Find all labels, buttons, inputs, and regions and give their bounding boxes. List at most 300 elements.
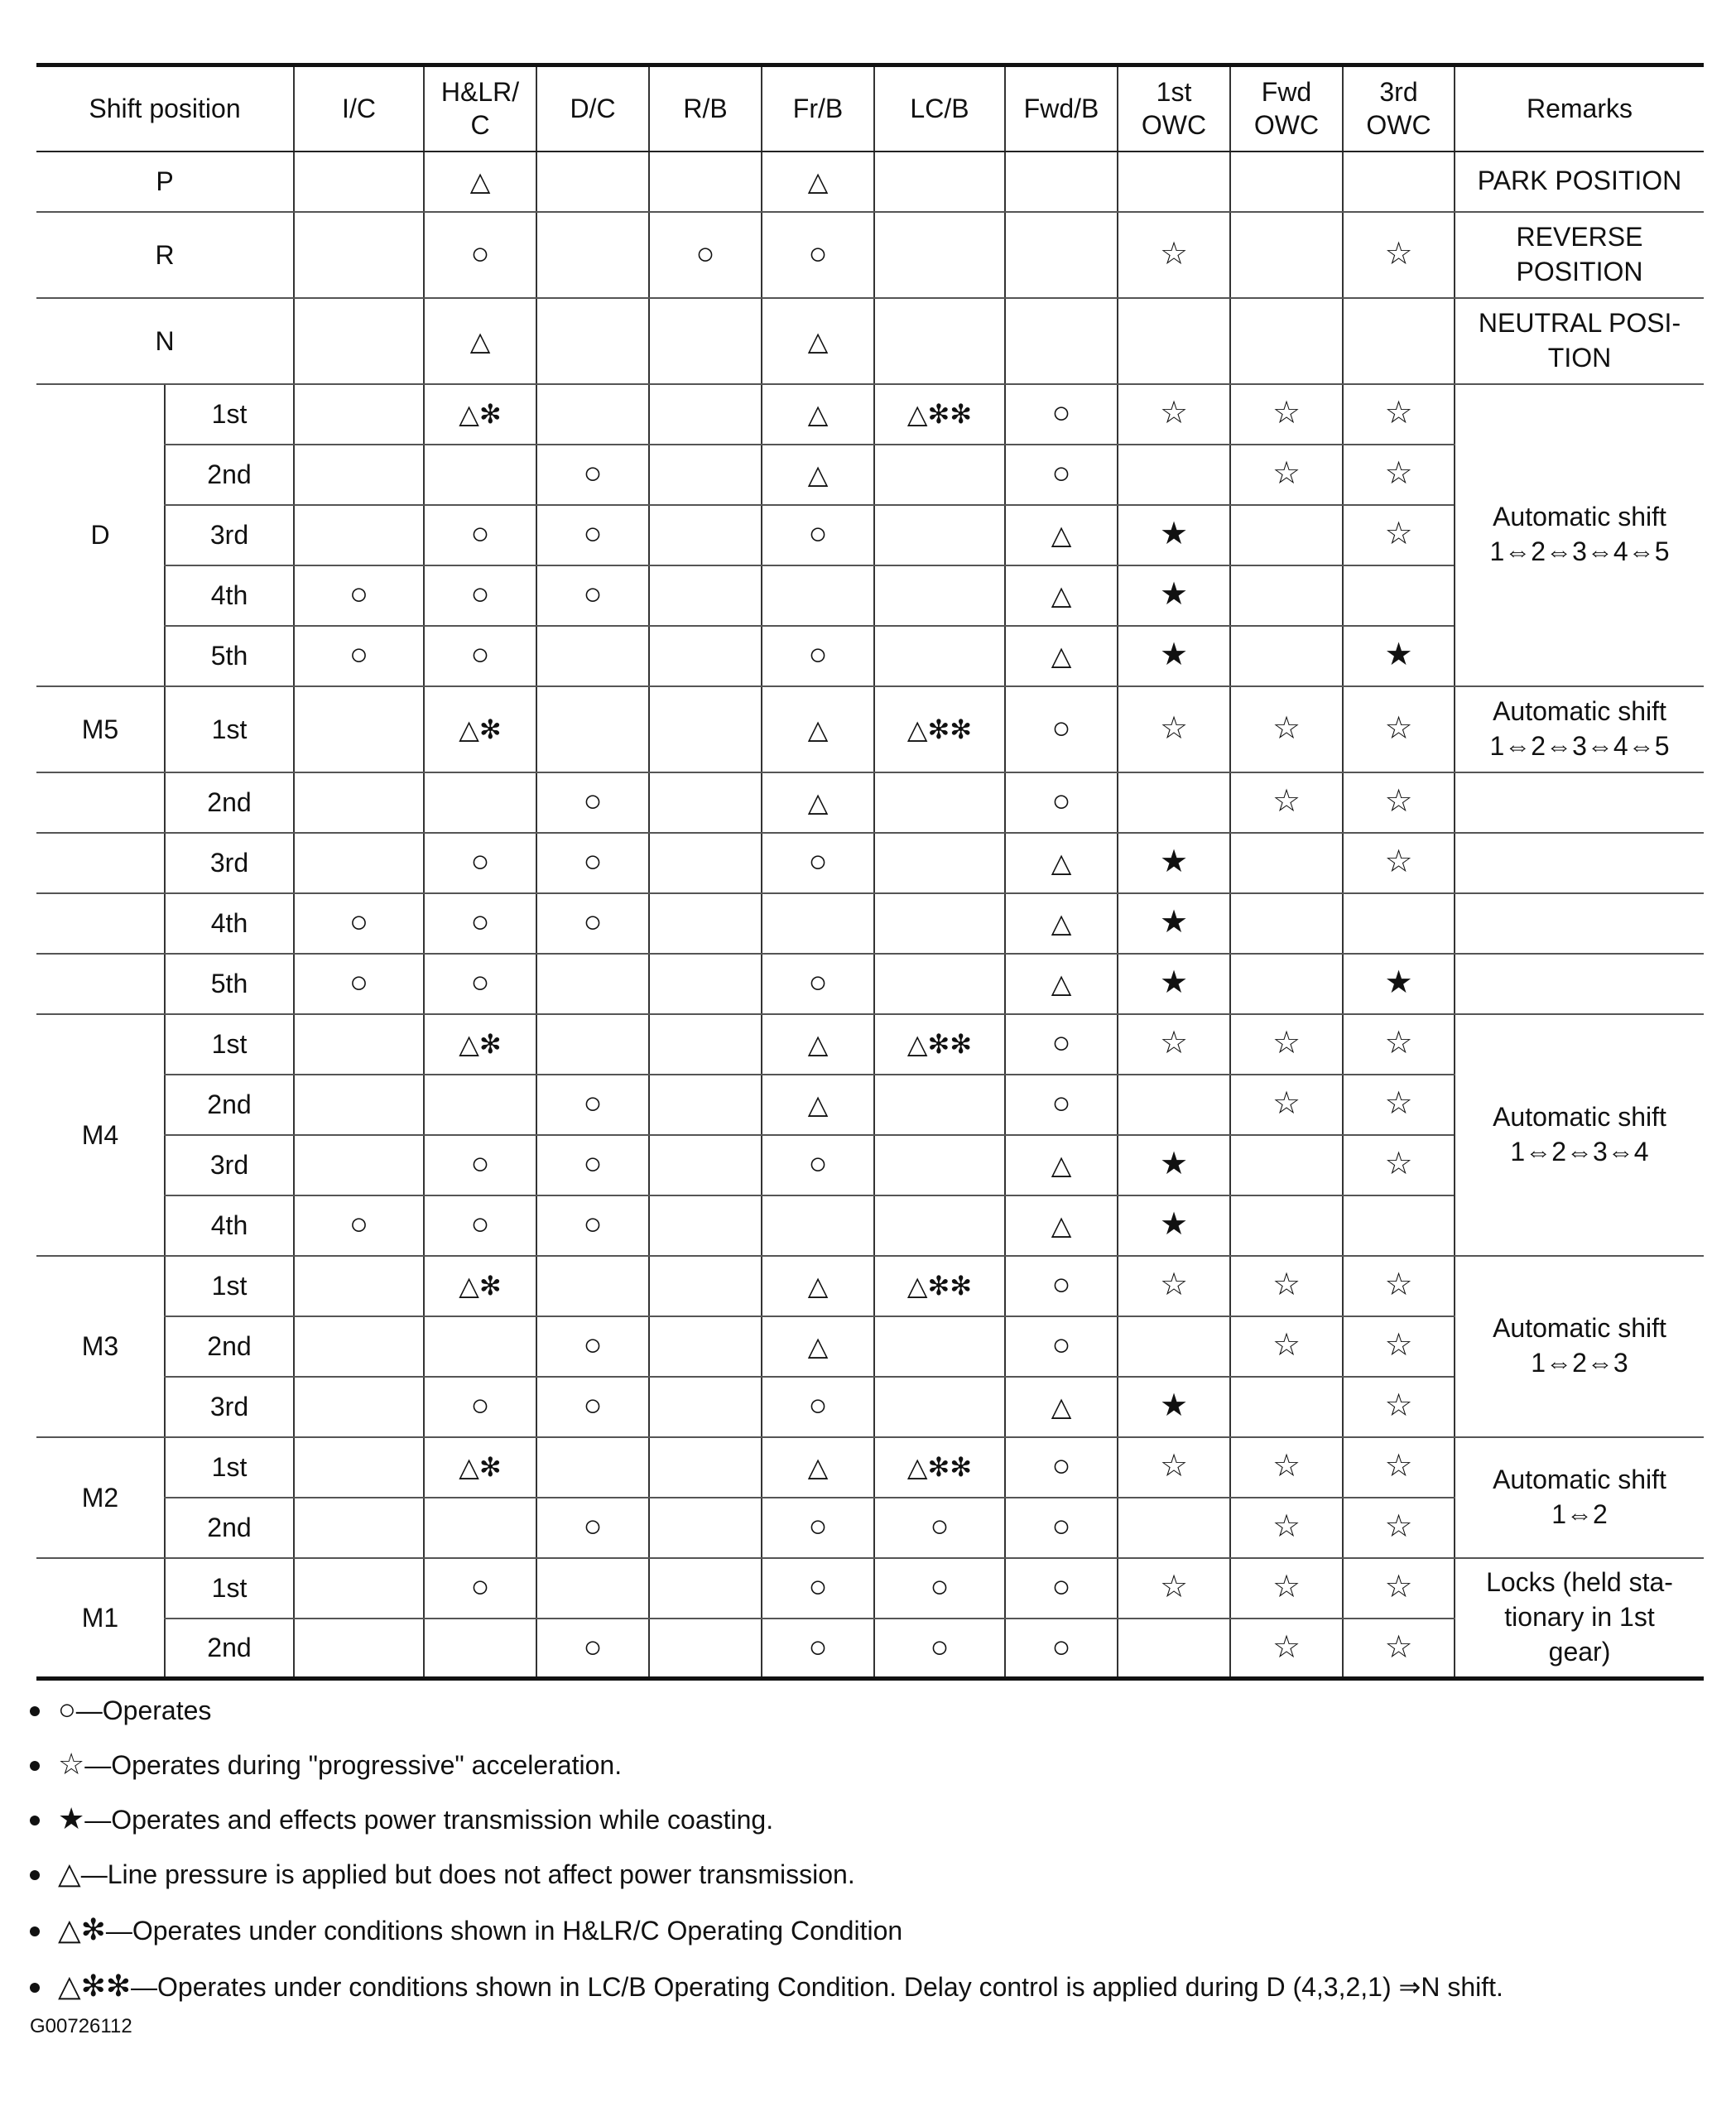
cell — [36, 954, 165, 1014]
cell-fwdb: ○ — [1005, 445, 1118, 505]
cell-dc: ○ — [536, 505, 649, 565]
remarks-m4-line2: 1⇔2⇔3⇔4 — [1510, 1136, 1649, 1166]
cell-owc1: ★ — [1118, 1195, 1230, 1256]
header-ic: I/C — [294, 65, 424, 152]
shift-position-r: R — [36, 212, 294, 298]
cell — [649, 893, 762, 954]
cell-owc3: ★ — [1343, 954, 1455, 1014]
cell — [294, 212, 424, 298]
cell-ic: ○ — [294, 626, 424, 686]
cell-owc1: ☆ — [1118, 1014, 1230, 1075]
cell — [649, 1316, 762, 1377]
cell — [1343, 1195, 1455, 1256]
cell-owc3-r: ☆ — [1343, 212, 1455, 298]
open-circle-icon: ○ — [58, 1692, 76, 1726]
remarks-r-line2: POSITION — [1516, 256, 1643, 286]
gear-label: 5th — [165, 954, 294, 1014]
cell — [874, 505, 1005, 565]
shift-group-m3: M3 — [36, 1256, 165, 1437]
remarks-m4-line1: Automatic shift — [1493, 1101, 1666, 1132]
cell-frb: △ — [762, 686, 874, 772]
cell — [1118, 1619, 1230, 1679]
cell-owc3: ☆ — [1343, 772, 1455, 833]
cell-dc: ○ — [536, 1619, 649, 1679]
header-row — [36, 65, 1704, 152]
cell — [649, 1014, 762, 1075]
cell — [424, 445, 536, 505]
gear-label: 4th — [165, 1195, 294, 1256]
cell — [1230, 298, 1343, 384]
cell-owc1: ☆ — [1118, 686, 1230, 772]
cell — [649, 152, 762, 212]
cell — [536, 626, 649, 686]
cell — [1455, 833, 1704, 893]
cell — [294, 1256, 424, 1316]
cell-fwdb: ○ — [1005, 686, 1118, 772]
cell-fwdowc: ☆ — [1230, 384, 1343, 445]
remarks-m3-line2: 1⇔2⇔3 — [1531, 1348, 1628, 1378]
remarks-p: PARK POSITION — [1455, 152, 1704, 212]
cell-fwdb: ○ — [1005, 384, 1118, 445]
gear-label: 1st — [165, 1256, 294, 1316]
cell — [874, 1316, 1005, 1377]
cell — [1230, 505, 1343, 565]
cell-fwdowc: ☆ — [1230, 1558, 1343, 1619]
cell-owc3: ☆ — [1343, 445, 1455, 505]
table-row-p — [36, 152, 1704, 212]
cell — [874, 1377, 1005, 1437]
cell — [294, 505, 424, 565]
header-fwd-owc — [1230, 65, 1343, 152]
cell-lcb: △✻✻ — [874, 1256, 1005, 1316]
cell-owc3: ☆ — [1343, 1256, 1455, 1316]
cell — [874, 893, 1005, 954]
cell-lcb: ○ — [874, 1498, 1005, 1558]
cell-hlrc-p: △ — [424, 152, 536, 212]
table-row-d-4th — [36, 565, 1704, 626]
cell-owc3: ☆ — [1343, 1014, 1455, 1075]
remarks-m1-line2: tionary in 1st — [1504, 1601, 1655, 1632]
cell — [874, 298, 1005, 384]
header-hlrc-line1: H&LR/ — [440, 77, 520, 108]
shift-group-m1: M1 — [36, 1558, 165, 1679]
cell — [649, 298, 762, 384]
cell-frb: △ — [762, 384, 874, 445]
cell-frb: ○ — [762, 1558, 874, 1619]
gear-label: 5th — [165, 626, 294, 686]
cell-frb: △ — [762, 445, 874, 505]
cell-rb-r: ○ — [649, 212, 762, 298]
legend-note-line-pressure — [30, 1856, 855, 1889]
cell-owc3: ☆ — [1343, 833, 1455, 893]
remarks-r — [1455, 212, 1704, 298]
cell — [294, 1437, 424, 1498]
header-remarks: Remarks — [1455, 65, 1704, 152]
cell — [1343, 152, 1455, 212]
cell-dc: ○ — [536, 1075, 649, 1135]
bullet-icon — [30, 1761, 40, 1771]
table-row-r — [36, 212, 1704, 298]
cell — [874, 833, 1005, 893]
cell — [649, 772, 762, 833]
header-1st-owc — [1118, 65, 1230, 152]
cell-owc1: ★ — [1118, 893, 1230, 954]
header-hlrc-line2: C — [470, 110, 490, 141]
header-3rd-owc-line1: 3rd — [1379, 77, 1418, 108]
cell-fwdb: ○ — [1005, 1316, 1118, 1377]
cell-fwdowc: ☆ — [1230, 445, 1343, 505]
cell-owc3: ☆ — [1343, 1437, 1455, 1498]
cell-hlrc: ○ — [424, 833, 536, 893]
gear-label: 1st — [165, 686, 294, 772]
cell-owc3: ☆ — [1343, 1075, 1455, 1135]
cell-lcb: ○ — [874, 1619, 1005, 1679]
remarks-d-line1: Automatic shift — [1493, 502, 1666, 532]
cell-dc: ○ — [536, 1498, 649, 1558]
legend-note-text: —Operates and effects power transmission while coasting. — [84, 1805, 774, 1835]
cell-frb: ○ — [762, 1377, 874, 1437]
cell — [1455, 954, 1704, 1014]
cell — [649, 384, 762, 445]
cell — [1118, 1316, 1230, 1377]
cell — [762, 893, 874, 954]
cell-hlrc: ○ — [424, 1195, 536, 1256]
cell-ic: ○ — [294, 565, 424, 626]
cell — [1118, 298, 1230, 384]
cell — [536, 384, 649, 445]
cell — [874, 212, 1005, 298]
cell-fwdowc: ☆ — [1230, 1256, 1343, 1316]
cell-frb: △ — [762, 1014, 874, 1075]
cell-frb-n: △ — [762, 298, 874, 384]
cell — [294, 298, 424, 384]
cell-hlrc-r: ○ — [424, 212, 536, 298]
gear-label: 4th — [165, 565, 294, 626]
cell-fwdb: ○ — [1005, 1619, 1118, 1679]
cell — [649, 1619, 762, 1679]
cell-fwdowc: ☆ — [1230, 686, 1343, 772]
cell — [1230, 565, 1343, 626]
remarks-r-line1: REVERSE — [1516, 221, 1643, 252]
cell-fwdb: △ — [1005, 954, 1118, 1014]
clutch-brake-operation-table-wrapper — [36, 63, 1704, 1681]
cell — [1230, 212, 1343, 298]
bullet-icon — [30, 1926, 40, 1936]
cell-hlrc: ○ — [424, 505, 536, 565]
figure-id: G00726112 — [30, 2015, 132, 2037]
cell-owc1: ☆ — [1118, 384, 1230, 445]
cell-hlrc: ○ — [424, 565, 536, 626]
cell-frb: △ — [762, 1316, 874, 1377]
cell — [874, 1135, 1005, 1195]
cell — [1455, 893, 1704, 954]
table-row-m5-1st — [36, 686, 1704, 772]
cell-dc: ○ — [536, 1195, 649, 1256]
gear-label: 3rd — [165, 1135, 294, 1195]
cell — [1230, 893, 1343, 954]
header-dc: D/C — [536, 65, 649, 152]
table-row-d-2nd — [36, 445, 1704, 505]
cell-frb: △ — [762, 1437, 874, 1498]
cell-owc1: ☆ — [1118, 1256, 1230, 1316]
cell-dc: ○ — [536, 1316, 649, 1377]
shift-group-m5: M5 — [36, 686, 165, 772]
gear-label: 2nd — [165, 772, 294, 833]
header-fwdb: Fwd/B — [1005, 65, 1118, 152]
table-row-m3-3rd — [36, 1377, 1704, 1437]
cell — [1118, 772, 1230, 833]
cell-hlrc: ○ — [424, 1377, 536, 1437]
remarks-m2 — [1455, 1437, 1704, 1558]
gear-label: 4th — [165, 893, 294, 954]
shift-group-m4: M4 — [36, 1014, 165, 1256]
gear-label: 1st — [165, 1437, 294, 1498]
cell — [1005, 212, 1118, 298]
cell — [36, 833, 165, 893]
header-fwd-owc-line1: Fwd — [1261, 77, 1312, 108]
cell-owc1: ☆ — [1118, 1437, 1230, 1498]
cell — [1118, 445, 1230, 505]
cell-frb: ○ — [762, 1135, 874, 1195]
gear-label: 3rd — [165, 1377, 294, 1437]
gear-label: 1st — [165, 1014, 294, 1075]
cell — [874, 152, 1005, 212]
triangle-asterisk-icon: △✻ — [58, 1912, 106, 1946]
cell — [536, 954, 649, 1014]
cell-owc3: ☆ — [1343, 1498, 1455, 1558]
cell — [649, 1256, 762, 1316]
cell-ic: ○ — [294, 893, 424, 954]
cell-owc1-r: ☆ — [1118, 212, 1230, 298]
cell — [1230, 626, 1343, 686]
cell — [649, 1498, 762, 1558]
cell — [294, 152, 424, 212]
cell — [536, 152, 649, 212]
cell-fwdb: ○ — [1005, 1437, 1118, 1498]
table-row-m3-1st — [36, 1256, 1704, 1316]
cell-hlrc: ○ — [424, 893, 536, 954]
shift-group-d: D — [36, 384, 165, 686]
table-row-m5-2nd — [36, 772, 1704, 833]
remarks-n — [1455, 298, 1704, 384]
cell — [294, 1377, 424, 1437]
table-row-m2-2nd — [36, 1498, 1704, 1558]
legend-note-operates — [30, 1692, 211, 1725]
gear-label: 2nd — [165, 445, 294, 505]
header-1st-owc-line2: OWC — [1141, 110, 1207, 141]
cell — [649, 445, 762, 505]
remarks-m3-line1: Automatic shift — [1493, 1313, 1666, 1344]
cell — [1230, 1377, 1343, 1437]
table-row-d-3rd — [36, 505, 1704, 565]
cell-frb-r: ○ — [762, 212, 874, 298]
cell — [1343, 298, 1455, 384]
cell-owc3: ☆ — [1343, 686, 1455, 772]
cell-fwdb: ○ — [1005, 772, 1118, 833]
cell-frb: ○ — [762, 1498, 874, 1558]
cell-owc3: ☆ — [1343, 1377, 1455, 1437]
cell-owc3: ☆ — [1343, 1619, 1455, 1679]
gear-label: 3rd — [165, 833, 294, 893]
cell — [1118, 152, 1230, 212]
cell-lcb: △✻✻ — [874, 1014, 1005, 1075]
cell-hlrc: △✻ — [424, 686, 536, 772]
cell-owc3: ☆ — [1343, 1558, 1455, 1619]
header-rb: R/B — [649, 65, 762, 152]
cell — [1230, 152, 1343, 212]
cell — [536, 298, 649, 384]
remarks-m1-line3: gear) — [1548, 1636, 1611, 1667]
cell-dc: ○ — [536, 772, 649, 833]
cell-fwdb: △ — [1005, 565, 1118, 626]
cell-owc3: ☆ — [1343, 505, 1455, 565]
cell — [1118, 1075, 1230, 1135]
bullet-icon — [30, 1983, 40, 1993]
cell-owc1: ★ — [1118, 626, 1230, 686]
cell-fwdowc: ☆ — [1230, 772, 1343, 833]
cell-hlrc: ○ — [424, 1558, 536, 1619]
cell-frb: ○ — [762, 1619, 874, 1679]
open-star-icon: ☆ — [58, 1747, 85, 1781]
shift-position-n: N — [36, 298, 294, 384]
clutch-brake-operation-table — [36, 63, 1704, 1681]
cell-frb-p: △ — [762, 152, 874, 212]
cell-owc3: ☆ — [1343, 384, 1455, 445]
cell — [1455, 772, 1704, 833]
cell — [294, 1619, 424, 1679]
shift-group-m2: M2 — [36, 1437, 165, 1558]
cell-fwdb: ○ — [1005, 1075, 1118, 1135]
cell-hlrc: △✻ — [424, 1256, 536, 1316]
cell-lcb: △✻✻ — [874, 686, 1005, 772]
remarks-d — [1455, 384, 1704, 686]
cell — [294, 1316, 424, 1377]
cell-fwdb: ○ — [1005, 1014, 1118, 1075]
remarks-m2-line2: 1⇔2 — [1551, 1498, 1608, 1529]
table-row-m5-4th — [36, 893, 1704, 954]
cell — [874, 1195, 1005, 1256]
gear-label: 2nd — [165, 1498, 294, 1558]
cell-fwdb: △ — [1005, 1195, 1118, 1256]
cell-owc1: ★ — [1118, 954, 1230, 1014]
cell — [762, 565, 874, 626]
header-3rd-owc — [1343, 65, 1455, 152]
triangle-double-asterisk-icon: △✻✻ — [58, 1969, 132, 2003]
cell-frb: ○ — [762, 626, 874, 686]
cell — [649, 954, 762, 1014]
cell — [294, 445, 424, 505]
table-row-n — [36, 298, 1704, 384]
cell-dc: ○ — [536, 1135, 649, 1195]
cell-hlrc: △✻ — [424, 1014, 536, 1075]
table-row-d-5th — [36, 626, 1704, 686]
cell — [294, 686, 424, 772]
cell-fwdb: △ — [1005, 505, 1118, 565]
cell-owc1: ★ — [1118, 565, 1230, 626]
remarks-m5 — [1455, 686, 1704, 772]
cell-dc: ○ — [536, 893, 649, 954]
cell-owc1: ★ — [1118, 505, 1230, 565]
table-row-m4-3rd — [36, 1135, 1704, 1195]
cell-hlrc: ○ — [424, 954, 536, 1014]
cell — [1343, 893, 1455, 954]
legend-note-text: —Operates during "progressive" acceleration. — [84, 1750, 623, 1780]
header-fwd-owc-line2: OWC — [1253, 110, 1320, 141]
remarks-m5-line1: Automatic shift — [1493, 695, 1666, 726]
gear-label: 2nd — [165, 1075, 294, 1135]
cell — [874, 772, 1005, 833]
remarks-m5-line2: 1⇔2⇔3⇔4⇔5 — [1489, 730, 1670, 761]
cell — [1230, 833, 1343, 893]
cell — [1230, 1135, 1343, 1195]
header-lcb: LC/B — [874, 65, 1005, 152]
table-row-m4-1st — [36, 1014, 1704, 1075]
cell-frb: ○ — [762, 954, 874, 1014]
cell — [294, 772, 424, 833]
remarks-m3 — [1455, 1256, 1704, 1437]
cell — [649, 1075, 762, 1135]
cell — [424, 772, 536, 833]
header-frb: Fr/B — [762, 65, 874, 152]
triangle-icon: △ — [58, 1856, 81, 1890]
table-row-m5-3rd — [36, 833, 1704, 893]
cell — [1005, 298, 1118, 384]
cell-fwdb: ○ — [1005, 1256, 1118, 1316]
cell-lcb: ○ — [874, 1558, 1005, 1619]
cell-owc3: ☆ — [1343, 1135, 1455, 1195]
cell — [874, 626, 1005, 686]
cell — [649, 565, 762, 626]
cell — [874, 954, 1005, 1014]
cell-owc3: ☆ — [1343, 1316, 1455, 1377]
remarks-m2-line1: Automatic shift — [1493, 1464, 1666, 1494]
cell — [649, 505, 762, 565]
cell — [649, 833, 762, 893]
cell — [1230, 1195, 1343, 1256]
cell — [536, 1256, 649, 1316]
cell-dc: ○ — [536, 565, 649, 626]
gear-label: 2nd — [165, 1619, 294, 1679]
legend-note-text: —Line pressure is applied but does not affect power transmission. — [80, 1859, 855, 1889]
cell — [294, 1075, 424, 1135]
header-3rd-owc-line2: OWC — [1366, 110, 1431, 141]
cell-lcb: △✻✻ — [874, 1437, 1005, 1498]
shift-position-p: P — [36, 152, 294, 212]
legend-note-text: —Operates under conditions shown in H&LR/C Operating Condition — [105, 1916, 903, 1946]
cell-fwdowc: ☆ — [1230, 1498, 1343, 1558]
cell-fwdowc: ☆ — [1230, 1075, 1343, 1135]
cell — [536, 1558, 649, 1619]
cell-dc: ○ — [536, 833, 649, 893]
remarks-m1 — [1455, 1558, 1704, 1679]
cell-hlrc: ○ — [424, 1135, 536, 1195]
cell-fwdowc: ☆ — [1230, 1437, 1343, 1498]
cell-ic: ○ — [294, 954, 424, 1014]
cell-owc1: ★ — [1118, 833, 1230, 893]
cell-fwdowc: ☆ — [1230, 1014, 1343, 1075]
cell — [294, 1558, 424, 1619]
cell — [649, 1377, 762, 1437]
remarks-m4 — [1455, 1014, 1704, 1256]
cell-owc1: ★ — [1118, 1135, 1230, 1195]
cell-frb: △ — [762, 1075, 874, 1135]
table-row-m1-1st — [36, 1558, 1704, 1619]
cell — [649, 1558, 762, 1619]
remarks-n-line2: TION — [1547, 342, 1612, 373]
cell — [536, 212, 649, 298]
remarks-d-line2: 1⇔2⇔3⇔4⇔5 — [1489, 536, 1670, 566]
cell-ic: ○ — [294, 1195, 424, 1256]
